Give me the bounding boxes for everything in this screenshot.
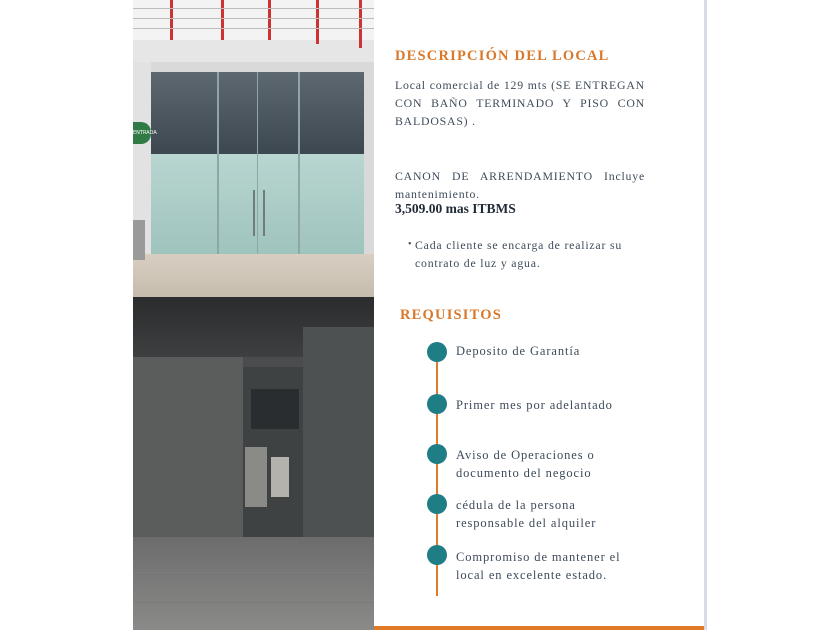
requirement-item: Deposito de Garantía — [456, 344, 581, 358]
requirements-heading: REQUISITOS — [400, 307, 502, 323]
storefront-photo — [133, 0, 374, 297]
description-text: Local comercial de 129 mts (SE ENTREGAN CON BAÑO TERMINADO Y PISO CON BALDOSAS) . — [395, 78, 645, 128]
footer-accent-bar — [374, 626, 704, 630]
timeline-dot-icon — [427, 444, 447, 464]
requirement-item: Primer mes por adelantado — [456, 398, 613, 412]
timeline-dot-icon — [427, 394, 447, 414]
interior-photo — [133, 297, 374, 630]
requirement-item: Compromiso de mantener el local en excelente estado. — [456, 550, 621, 582]
utilities-note — [410, 236, 646, 272]
description-heading: DESCRIPCIÓN DEL LOCAL — [395, 48, 610, 64]
rent-text: CANON DE ARRENDAMIENTO Incluye mantenimiento. — [395, 169, 645, 201]
timeline-dot-icon — [427, 342, 447, 362]
requirement-item: Aviso de Operaciones o documento del negocio — [456, 448, 595, 480]
timeline-dot-icon — [427, 494, 447, 514]
rent-price: 3,509.00 mas ITBMS — [395, 201, 516, 216]
requirement-item: cédula de la persona responsable del alquiler — [456, 498, 597, 530]
utilities-note-text: Cada cliente se encarga de realizar su contrato de luz y agua. — [415, 238, 623, 270]
bullet-icon: • — [408, 239, 413, 250]
entrance-sign: ENTRADA — [133, 122, 151, 144]
timeline-dot-icon — [427, 545, 447, 565]
page-edge — [704, 0, 707, 630]
